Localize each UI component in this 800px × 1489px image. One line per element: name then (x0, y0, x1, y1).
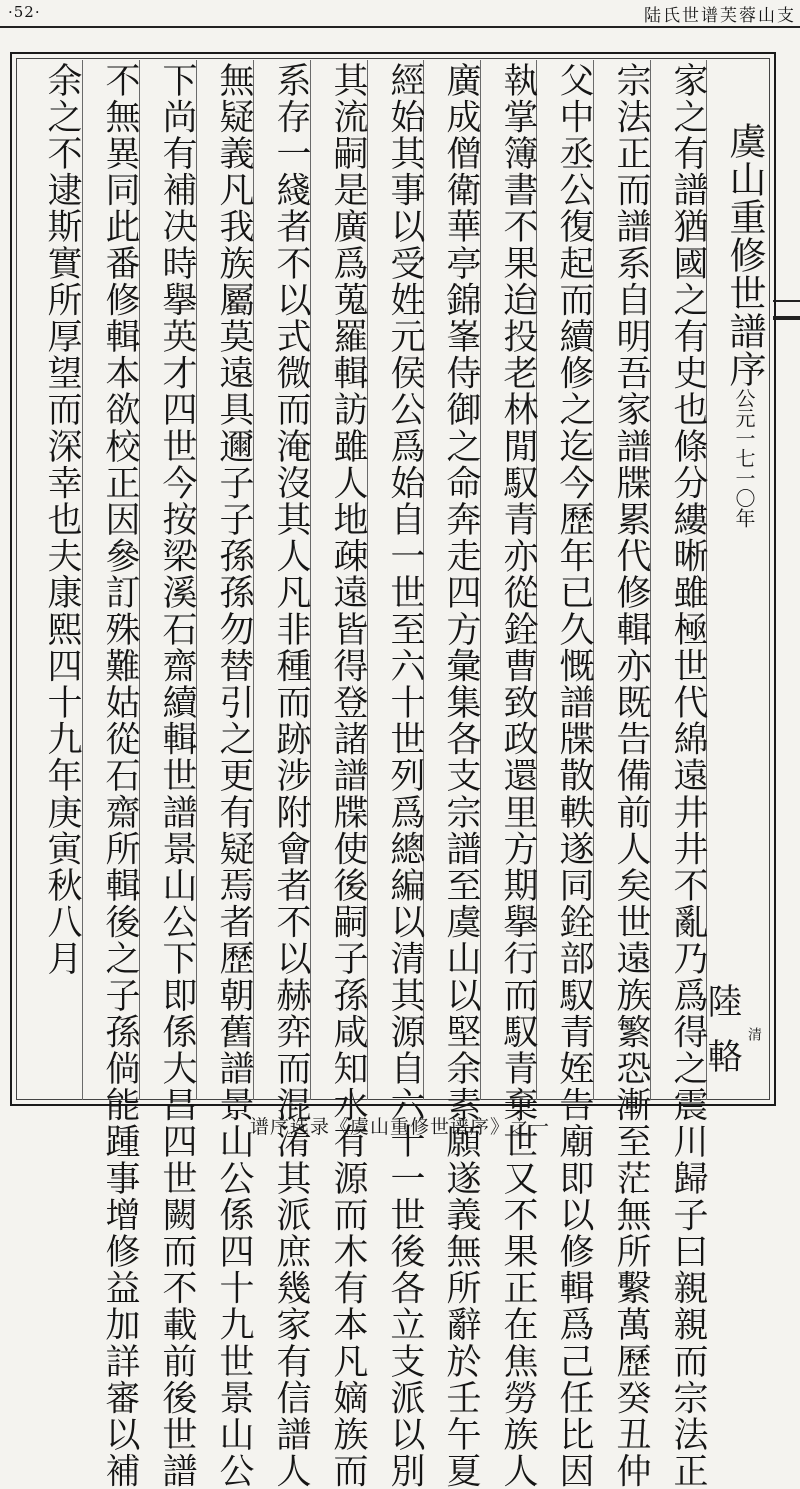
preface-title: 虞山重修世譜序 (723, 122, 766, 388)
text-column: 系存一綫者不以式微而淹沒其人凡非種而跡涉附會者不以赫弈而混淆其派庶幾家有信譜人 (271, 62, 311, 1489)
text-column: 經始其事以受姓元侯公爲始自一世至六十世列爲總編以清其源自六十一世後各立支派以別 (385, 62, 425, 1489)
text-column: 下尚有補决時擧英才四世今按梁溪石齋續輯世譜景山公下即係大昌四世闕而不載前後世譜 (157, 62, 197, 1489)
text-column: 其流嗣是廣爲蒐羅輯訪雖人地疎遠皆得登諸譜牒使後嗣子孫咸知水有源而木有本凡嫡族而 (328, 62, 368, 1489)
text-column: 父中丞公復起而續修之迄今歷年已久慨譜牒散軼遂同銓部馭青姪告廟即以修輯爲己任比因 (554, 62, 594, 1489)
page-caption: 谱序选录《虞山重修世谱序》之一 (249, 1116, 550, 1138)
author-dynasty: 清 (746, 1027, 762, 1041)
text-column: 不無異同此番修輯本欲校正因參訂殊難姑從石齋所輯後之子孫倘能踵事增修益加詳審以補 (100, 62, 140, 1489)
text-column: 宗法正而譜系自明吾家譜牒累代修輯亦既告備前人矣世遠族繁恐漸至茫無所繫萬歷癸丑仲 (611, 62, 651, 1489)
text-column: 執掌簿書不果迨投老林閒馭青亦從銓曹致政還里方期擧行而馭青棄世又不果正在焦勞族人 (498, 62, 538, 1489)
author-name: 陸輅 (702, 983, 742, 1093)
page-number: ·52· (8, 3, 41, 21)
running-title: 陆氏世谱芙蓉山支 (644, 6, 796, 26)
preface-date-note: 公元一七一〇年 (732, 388, 756, 528)
page-edge-mark (773, 300, 800, 320)
page-header (0, 0, 800, 28)
author-block (702, 975, 762, 1093)
text-column: 廣成僧衛華亭錦峯侍御之命奔走四方彙集各支宗譜至虞山以堅余素願遂義無所辭於壬午夏 (441, 62, 481, 1489)
text-column: 余之不逮斯實所厚望而深幸也夫康熙四十九年庚寅秋八月 (42, 62, 82, 977)
text-column: 家之有譜猶國之有史也條分縷晰雖極世代綿遠井井不亂乃爲得之震川歸子曰親親而宗法正 (668, 62, 708, 1489)
text-column: 無疑義凡我族屬莫遠具邇子子孫孫勿替引之更有疑焉者歷朝舊譜景山公係四十九世景山公 (214, 62, 254, 1489)
